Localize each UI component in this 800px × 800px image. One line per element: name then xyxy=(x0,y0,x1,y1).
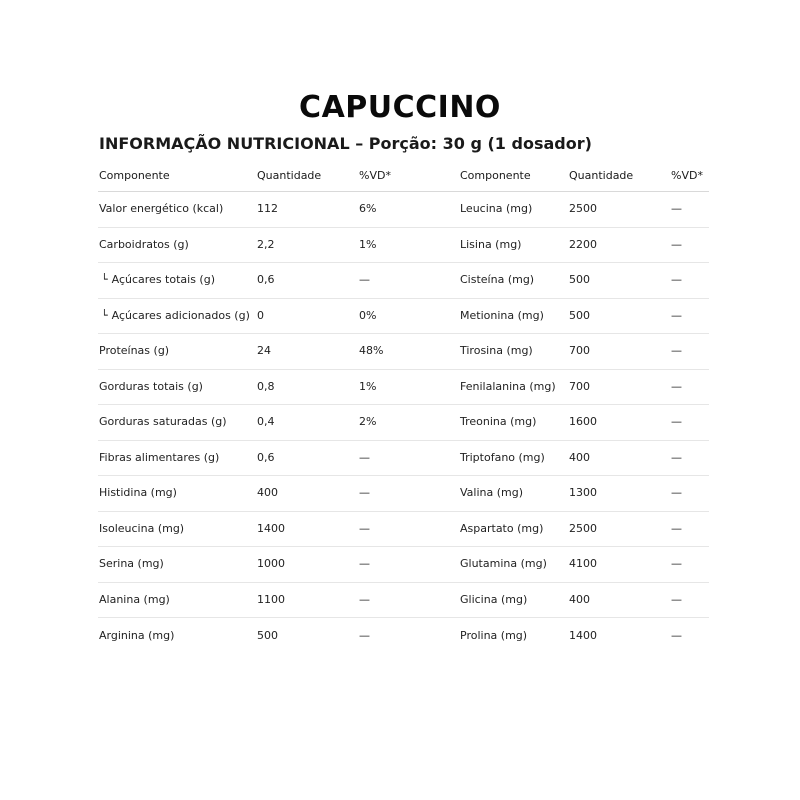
dv-value-right: — xyxy=(671,273,682,287)
column-header-component-right: Componente xyxy=(460,168,531,182)
quantity-value-right: 700 xyxy=(569,344,590,358)
table-row xyxy=(98,370,709,406)
table-row xyxy=(98,583,709,619)
column-header-component: Componente xyxy=(99,168,170,182)
sub-item-marker: └ xyxy=(101,308,108,322)
dv-value: 2% xyxy=(359,415,377,429)
quantity-value-right: 1600 xyxy=(569,415,597,429)
component-label: Carboidratos (g) xyxy=(99,237,189,251)
table-row xyxy=(98,618,709,654)
table-row xyxy=(98,334,709,370)
table-row xyxy=(98,192,709,228)
component-name xyxy=(98,380,256,394)
table-row xyxy=(98,299,709,335)
dv-value: 6% xyxy=(359,202,377,216)
quantity-value: 24 xyxy=(257,344,271,358)
quantity-value: 0,6 xyxy=(257,273,275,287)
component-name xyxy=(98,486,256,500)
quantity-value: 1000 xyxy=(257,557,285,571)
dv-value: 1% xyxy=(359,237,377,251)
page-title: CAPUCCINO xyxy=(299,90,501,125)
component-name xyxy=(98,309,256,323)
dv-value-right: — xyxy=(671,592,682,606)
quantity-value-right: 400 xyxy=(569,450,590,464)
quantity-value: 2,2 xyxy=(257,237,275,251)
dv-value-right: — xyxy=(671,628,682,642)
table-row xyxy=(98,228,709,264)
component-name xyxy=(98,344,256,358)
component-name xyxy=(98,593,256,607)
component-label: Serina (mg) xyxy=(99,557,164,571)
quantity-value: 0,8 xyxy=(257,379,275,393)
dv-value: — xyxy=(359,592,370,606)
dv-value-right: — xyxy=(671,379,682,393)
component-name xyxy=(98,557,256,571)
dv-value-right: — xyxy=(671,521,682,535)
dv-value: — xyxy=(359,450,370,464)
component-name-right: Metionina (mg) xyxy=(460,308,544,322)
dv-value-right: — xyxy=(671,415,682,429)
quantity-value: 400 xyxy=(257,486,278,500)
quantity-value-right: 4100 xyxy=(569,557,597,571)
component-name xyxy=(98,415,256,429)
component-label: Proteínas (g) xyxy=(99,344,170,358)
dv-value-right: — xyxy=(671,237,682,251)
table-row xyxy=(98,547,709,583)
component-label: Histidina (mg) xyxy=(99,486,177,500)
dv-value-right: — xyxy=(671,450,682,464)
component-name xyxy=(98,238,256,252)
dv-value: — xyxy=(359,273,370,287)
table-row xyxy=(98,441,709,477)
component-name-right: Leucina (mg) xyxy=(460,202,533,216)
component-name-right: Glicina (mg) xyxy=(460,592,528,606)
component-label: Açúcares totais (g) xyxy=(111,273,215,287)
column-header-dv-right: %VD* xyxy=(671,168,703,182)
quantity-value: 1400 xyxy=(257,521,285,535)
table-row xyxy=(98,405,709,441)
column-header-quantity: Quantidade xyxy=(257,168,322,182)
component-name xyxy=(98,202,256,216)
component-name xyxy=(98,629,256,643)
quantity-value: 500 xyxy=(257,628,278,642)
component-label: Valor energético (kcal) xyxy=(99,202,224,216)
component-name-right: Fenilalanina (mg) xyxy=(460,379,556,393)
quantity-value: 0,6 xyxy=(257,450,275,464)
quantity-value-right: 2500 xyxy=(569,202,597,216)
dv-value: 48% xyxy=(359,344,384,358)
component-name-right: Valina (mg) xyxy=(460,486,524,500)
dv-value: — xyxy=(359,486,370,500)
component-name-right: Treonina (mg) xyxy=(460,415,537,429)
dv-value-right: — xyxy=(671,557,682,571)
quantity-value: 0 xyxy=(257,308,264,322)
component-label: Fibras alimentares (g) xyxy=(99,450,220,464)
component-name xyxy=(98,273,256,287)
quantity-value-right: 700 xyxy=(569,379,590,393)
table-row xyxy=(98,263,709,299)
component-name-right: Tirosina (mg) xyxy=(460,344,533,358)
column-header-dv: %VD* xyxy=(359,168,391,182)
nutrition-info-heading: INFORMAÇÃO NUTRICIONAL – Porção: 30 g (1 dosador) xyxy=(99,134,592,153)
quantity-value-right: 500 xyxy=(569,273,590,287)
dv-value-right: — xyxy=(671,308,682,322)
quantity-value-right: 400 xyxy=(569,592,590,606)
dv-value: — xyxy=(359,557,370,571)
dv-value: — xyxy=(359,628,370,642)
component-name-right: Prolina (mg) xyxy=(460,628,528,642)
quantity-value-right: 2500 xyxy=(569,521,597,535)
table-header-row xyxy=(98,160,709,192)
component-label: Isoleucina (mg) xyxy=(99,521,185,535)
dv-value: — xyxy=(359,521,370,535)
quantity-value-right: 2200 xyxy=(569,237,597,251)
quantity-value: 0,4 xyxy=(257,415,275,429)
component-name-right: Glutamina (mg) xyxy=(460,557,547,571)
component-name-right: Lisina (mg) xyxy=(460,237,522,251)
component-name xyxy=(98,522,256,536)
dv-value-right: — xyxy=(671,202,682,216)
quantity-value: 1100 xyxy=(257,592,285,606)
component-name xyxy=(98,451,256,465)
quantity-value: 112 xyxy=(257,202,278,216)
component-label: Arginina (mg) xyxy=(99,628,175,642)
nutrition-table xyxy=(98,160,709,654)
table-row xyxy=(98,476,709,512)
dv-value-right: — xyxy=(671,344,682,358)
component-label: Gorduras saturadas (g) xyxy=(99,415,227,429)
quantity-value-right: 1300 xyxy=(569,486,597,500)
column-header-quantity-right: Quantidade xyxy=(569,168,634,182)
quantity-value-right: 1400 xyxy=(569,628,597,642)
component-name-right: Aspartato (mg) xyxy=(460,521,544,535)
sub-item-marker: └ xyxy=(101,273,108,287)
table-row xyxy=(98,512,709,548)
table-body xyxy=(98,192,709,654)
component-label: Gorduras totais (g) xyxy=(99,379,203,393)
dv-value: 1% xyxy=(359,379,377,393)
dv-value-right: — xyxy=(671,486,682,500)
component-name-right: Cisteína (mg) xyxy=(460,273,535,287)
dv-value: 0% xyxy=(359,308,377,322)
quantity-value-right: 500 xyxy=(569,308,590,322)
component-name-right: Triptofano (mg) xyxy=(460,450,545,464)
component-label: Açúcares adicionados (g) xyxy=(111,308,250,322)
component-label: Alanina (mg) xyxy=(99,592,170,606)
